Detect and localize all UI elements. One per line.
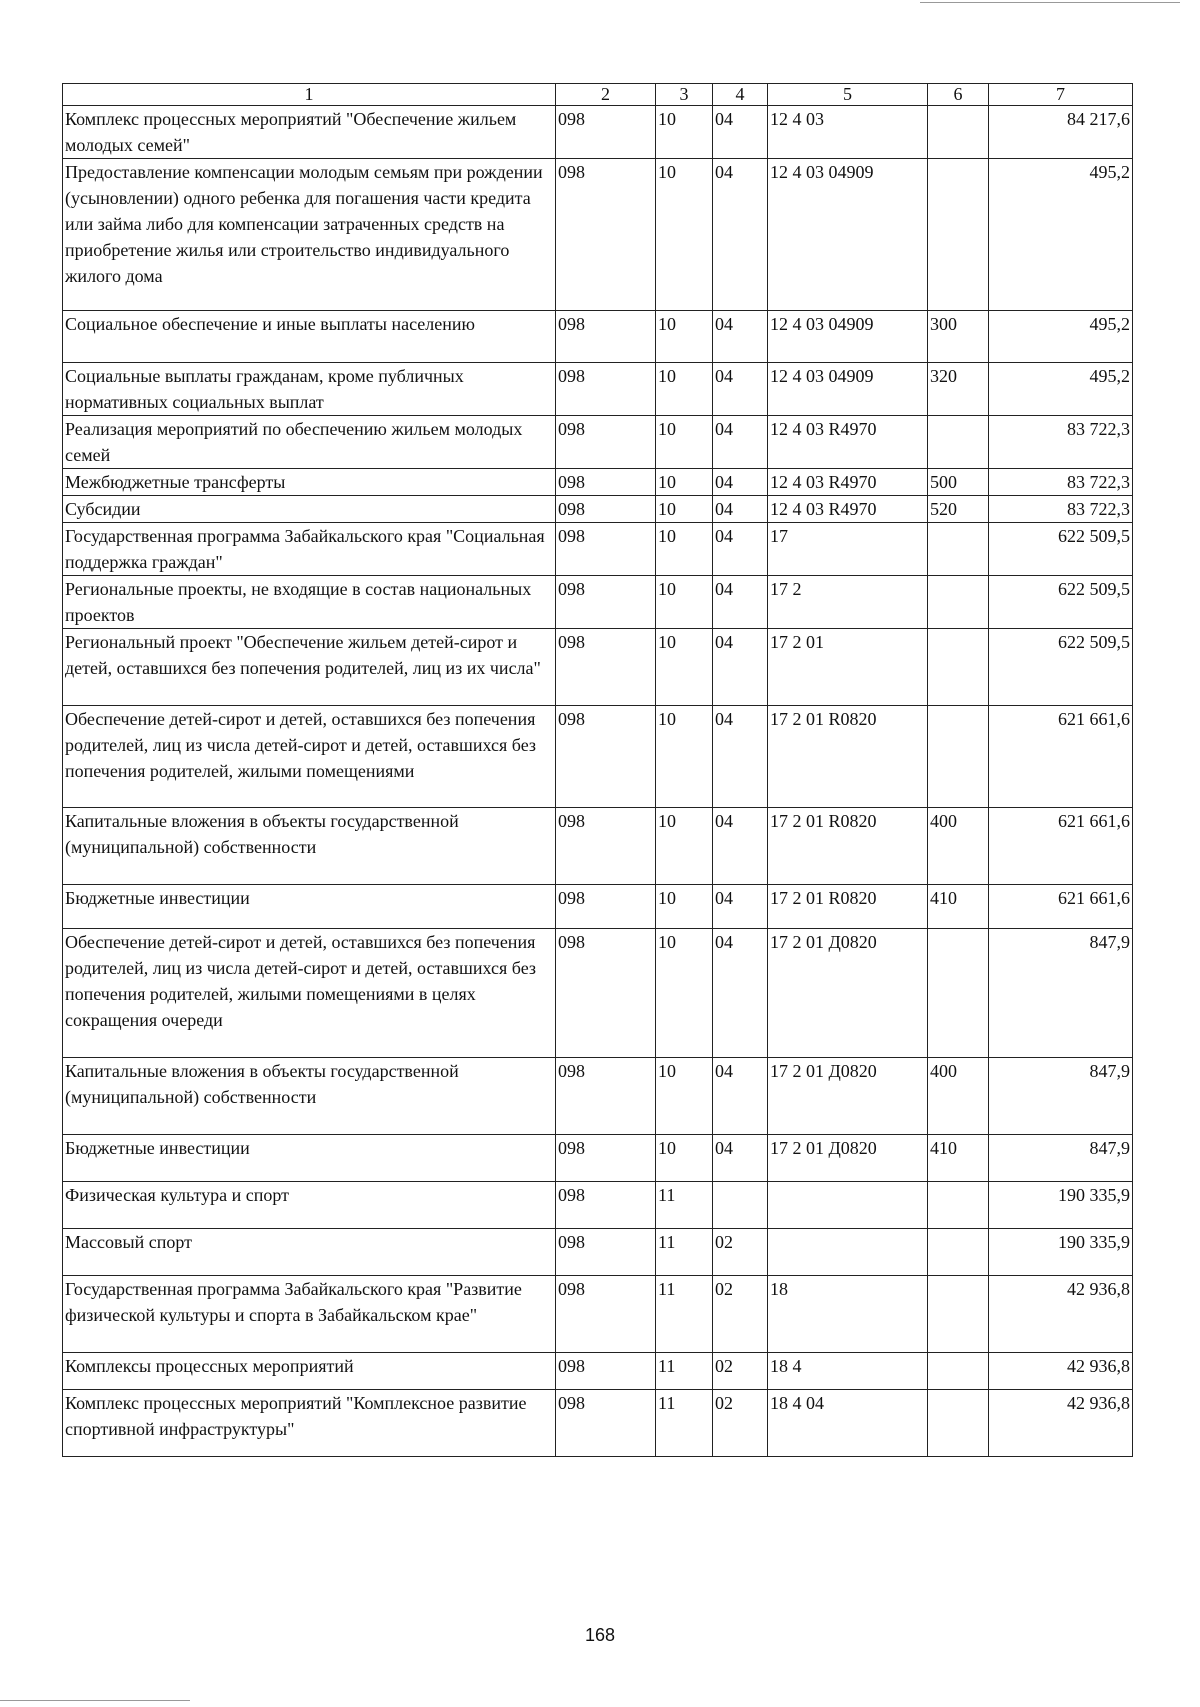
row-col-6 [928, 706, 989, 808]
row-col-4: 04 [713, 416, 768, 469]
row-col-6 [928, 159, 989, 311]
row-col-2: 098 [556, 629, 656, 706]
row-col-3: 10 [656, 416, 713, 469]
table-row [63, 808, 1133, 885]
row-col-6 [928, 1182, 989, 1229]
row-col-3: 10 [656, 106, 713, 159]
row-col-2: 098 [556, 706, 656, 808]
row-col-5 [768, 1229, 928, 1276]
row-col-4: 04 [713, 469, 768, 496]
row-amount: 847,9 [989, 1058, 1133, 1135]
header-col-1: 1 [63, 84, 556, 106]
row-name: Бюджетные инвестиции [63, 885, 556, 929]
table-row [63, 523, 1133, 576]
row-col-6: 410 [928, 885, 989, 929]
row-col-3: 11 [656, 1276, 713, 1353]
row-name: Реализация мероприятий по обеспечению жильем молодых семей [63, 416, 556, 469]
row-col-4: 04 [713, 929, 768, 1058]
row-col-2: 098 [556, 1390, 656, 1457]
row-col-6: 500 [928, 469, 989, 496]
table-row [63, 885, 1133, 929]
row-col-4: 04 [713, 706, 768, 808]
table-row [63, 363, 1133, 416]
row-col-4: 02 [713, 1229, 768, 1276]
row-col-6 [928, 1229, 989, 1276]
row-col-4: 04 [713, 576, 768, 629]
row-col-6 [928, 416, 989, 469]
table-row [63, 629, 1133, 706]
row-col-4: 04 [713, 629, 768, 706]
row-amount: 42 936,8 [989, 1390, 1133, 1457]
row-amount: 42 936,8 [989, 1276, 1133, 1353]
row-amount: 190 335,9 [989, 1229, 1133, 1276]
row-col-2: 098 [556, 106, 656, 159]
row-amount: 847,9 [989, 1135, 1133, 1182]
row-col-3: 11 [656, 1229, 713, 1276]
row-col-6 [928, 929, 989, 1058]
row-name: Комплекс процессных мероприятий "Обеспечение жильем молодых семей" [63, 106, 556, 159]
row-name: Государственная программа Забайкальского края "Развитие физической культуры и спорта в Забайкальском крае" [63, 1276, 556, 1353]
row-col-6: 300 [928, 311, 989, 363]
row-col-5: 17 2 01 [768, 629, 928, 706]
header-col-4: 4 [713, 84, 768, 106]
table-row [63, 1229, 1133, 1276]
header-col-5: 5 [768, 84, 928, 106]
row-col-5: 17 2 [768, 576, 928, 629]
row-amount: 847,9 [989, 929, 1133, 1058]
row-amount: 621 661,6 [989, 706, 1133, 808]
row-col-2: 098 [556, 523, 656, 576]
row-col-5: 12 4 03 R4970 [768, 496, 928, 523]
row-col-6 [928, 523, 989, 576]
row-col-6 [928, 576, 989, 629]
row-col-5: 18 [768, 1276, 928, 1353]
row-col-6: 400 [928, 1058, 989, 1135]
row-col-4: 02 [713, 1276, 768, 1353]
row-col-3: 11 [656, 1353, 713, 1390]
row-col-2: 098 [556, 1135, 656, 1182]
row-col-4: 04 [713, 523, 768, 576]
row-col-2: 098 [556, 1353, 656, 1390]
row-col-3: 10 [656, 1058, 713, 1135]
row-col-5: 18 4 [768, 1353, 928, 1390]
row-name: Социальное обеспечение и иные выплаты населению [63, 311, 556, 363]
row-name: Региональные проекты, не входящие в состав национальных проектов [63, 576, 556, 629]
table-row [63, 159, 1133, 311]
row-name: Субсидии [63, 496, 556, 523]
row-name: Капитальные вложения в объекты государственной (муниципальной) собственности [63, 1058, 556, 1135]
row-col-4: 04 [713, 1135, 768, 1182]
scan-artifact-line [0, 1700, 190, 1701]
row-col-5: 12 4 03 R4970 [768, 469, 928, 496]
row-col-5: 17 2 01 Д0820 [768, 1058, 928, 1135]
row-col-6 [928, 1276, 989, 1353]
table-row [63, 311, 1133, 363]
header-row [63, 84, 1133, 106]
table-row [63, 106, 1133, 159]
table-row [63, 576, 1133, 629]
row-col-2: 098 [556, 416, 656, 469]
row-name: Государственная программа Забайкальского края "Социальная поддержка граждан" [63, 523, 556, 576]
table-row [63, 929, 1133, 1058]
row-col-2: 098 [556, 1182, 656, 1229]
row-name: Предоставление компенсации молодым семьям при рождении (усыновлении) одного ребенка для погашения части кредита или займа либо для компенсации затраченных средств на приобретение жилья или строительство индивидуального жилого дома [63, 159, 556, 311]
row-col-5: 17 2 01 R0820 [768, 808, 928, 885]
row-col-4: 02 [713, 1390, 768, 1457]
row-col-3: 10 [656, 929, 713, 1058]
table-row [63, 1353, 1133, 1390]
row-col-6: 520 [928, 496, 989, 523]
row-col-2: 098 [556, 885, 656, 929]
row-name: Обеспечение детей-сирот и детей, оставшихся без попечения родителей, лиц из числа детей-сирот и детей, оставшихся без попечения родителей, жилыми помещениями [63, 706, 556, 808]
row-amount: 190 335,9 [989, 1182, 1133, 1229]
row-amount: 495,2 [989, 363, 1133, 416]
row-col-5 [768, 1182, 928, 1229]
row-col-5: 12 4 03 04909 [768, 311, 928, 363]
row-col-3: 10 [656, 1135, 713, 1182]
table-row [63, 416, 1133, 469]
row-amount: 495,2 [989, 311, 1133, 363]
row-col-6 [928, 106, 989, 159]
row-name: Бюджетные инвестиции [63, 1135, 556, 1182]
row-name: Обеспечение детей-сирот и детей, оставшихся без попечения родителей, лиц из числа детей-сирот и детей, оставшихся без попечения родителей, жилыми помещениями в целях сокращения очереди [63, 929, 556, 1058]
row-name: Социальные выплаты гражданам, кроме публичных нормативных социальных выплат [63, 363, 556, 416]
scan-artifact-line [920, 2, 1180, 3]
row-col-3: 11 [656, 1182, 713, 1229]
row-col-6 [928, 629, 989, 706]
row-col-3: 10 [656, 311, 713, 363]
row-name: Массовый спорт [63, 1229, 556, 1276]
row-col-6 [928, 1353, 989, 1390]
row-col-4: 04 [713, 496, 768, 523]
row-col-4: 04 [713, 106, 768, 159]
row-name: Региональный проект "Обеспечение жильем детей-сирот и детей, оставшихся без попечения родителей, лиц из их числа" [63, 629, 556, 706]
row-col-3: 10 [656, 706, 713, 808]
row-amount: 622 509,5 [989, 576, 1133, 629]
row-amount: 621 661,6 [989, 885, 1133, 929]
row-col-3: 10 [656, 496, 713, 523]
row-amount: 83 722,3 [989, 469, 1133, 496]
row-col-6: 400 [928, 808, 989, 885]
row-col-4: 04 [713, 363, 768, 416]
row-amount: 83 722,3 [989, 496, 1133, 523]
row-name: Межбюджетные трансферты [63, 469, 556, 496]
row-name: Комплекс процессных мероприятий "Комплексное развитие спортивной инфраструктуры" [63, 1390, 556, 1457]
header-col-7: 7 [989, 84, 1133, 106]
row-amount: 84 217,6 [989, 106, 1133, 159]
row-col-3: 10 [656, 159, 713, 311]
row-col-5: 17 2 01 Д0820 [768, 929, 928, 1058]
row-col-6 [928, 1390, 989, 1457]
row-col-5: 12 4 03 04909 [768, 363, 928, 416]
row-amount: 622 509,5 [989, 523, 1133, 576]
row-amount: 495,2 [989, 159, 1133, 311]
row-amount: 83 722,3 [989, 416, 1133, 469]
table-row [63, 1390, 1133, 1457]
row-col-2: 098 [556, 311, 656, 363]
row-col-2: 098 [556, 576, 656, 629]
row-name: Капитальные вложения в объекты государственной (муниципальной) собственности [63, 808, 556, 885]
row-col-5: 18 4 04 [768, 1390, 928, 1457]
row-col-3: 10 [656, 363, 713, 416]
row-col-2: 098 [556, 1229, 656, 1276]
row-col-3: 10 [656, 576, 713, 629]
row-col-5: 17 2 01 R0820 [768, 885, 928, 929]
row-col-3: 10 [656, 885, 713, 929]
row-col-5: 12 4 03 04909 [768, 159, 928, 311]
table-row [63, 1182, 1133, 1229]
row-col-5: 17 2 01 R0820 [768, 706, 928, 808]
page-number: 168 [584, 1625, 616, 1645]
row-col-6: 320 [928, 363, 989, 416]
row-col-5: 17 [768, 523, 928, 576]
table-row [63, 469, 1133, 496]
table-row [63, 1058, 1133, 1135]
row-name: Комплексы процессных мероприятий [63, 1353, 556, 1390]
row-col-2: 098 [556, 1058, 656, 1135]
table-body [63, 106, 1133, 1457]
header-col-3: 3 [656, 84, 713, 106]
header-col-6: 6 [928, 84, 989, 106]
row-name: Физическая культура и спорт [63, 1182, 556, 1229]
row-col-3: 11 [656, 1390, 713, 1457]
table-row [63, 706, 1133, 808]
row-col-4: 02 [713, 1353, 768, 1390]
row-col-4: 04 [713, 808, 768, 885]
row-col-6: 410 [928, 1135, 989, 1182]
row-col-2: 098 [556, 1276, 656, 1353]
table-row [63, 496, 1133, 523]
budget-table [62, 83, 1133, 1457]
row-col-4: 04 [713, 311, 768, 363]
row-col-3: 10 [656, 523, 713, 576]
row-col-2: 098 [556, 159, 656, 311]
row-col-2: 098 [556, 929, 656, 1058]
row-col-5: 12 4 03 [768, 106, 928, 159]
table-row [63, 1276, 1133, 1353]
row-col-4: 04 [713, 885, 768, 929]
row-col-4 [713, 1182, 768, 1229]
row-col-3: 10 [656, 808, 713, 885]
row-col-3: 10 [656, 629, 713, 706]
table-row [63, 1135, 1133, 1182]
row-amount: 42 936,8 [989, 1353, 1133, 1390]
header-col-2: 2 [556, 84, 656, 106]
row-col-2: 098 [556, 808, 656, 885]
row-col-5: 12 4 03 R4970 [768, 416, 928, 469]
row-amount: 622 509,5 [989, 629, 1133, 706]
row-col-3: 10 [656, 469, 713, 496]
row-amount: 621 661,6 [989, 808, 1133, 885]
row-col-2: 098 [556, 469, 656, 496]
row-col-4: 04 [713, 1058, 768, 1135]
row-col-2: 098 [556, 496, 656, 523]
row-col-4: 04 [713, 159, 768, 311]
row-col-5: 17 2 01 Д0820 [768, 1135, 928, 1182]
row-col-2: 098 [556, 363, 656, 416]
